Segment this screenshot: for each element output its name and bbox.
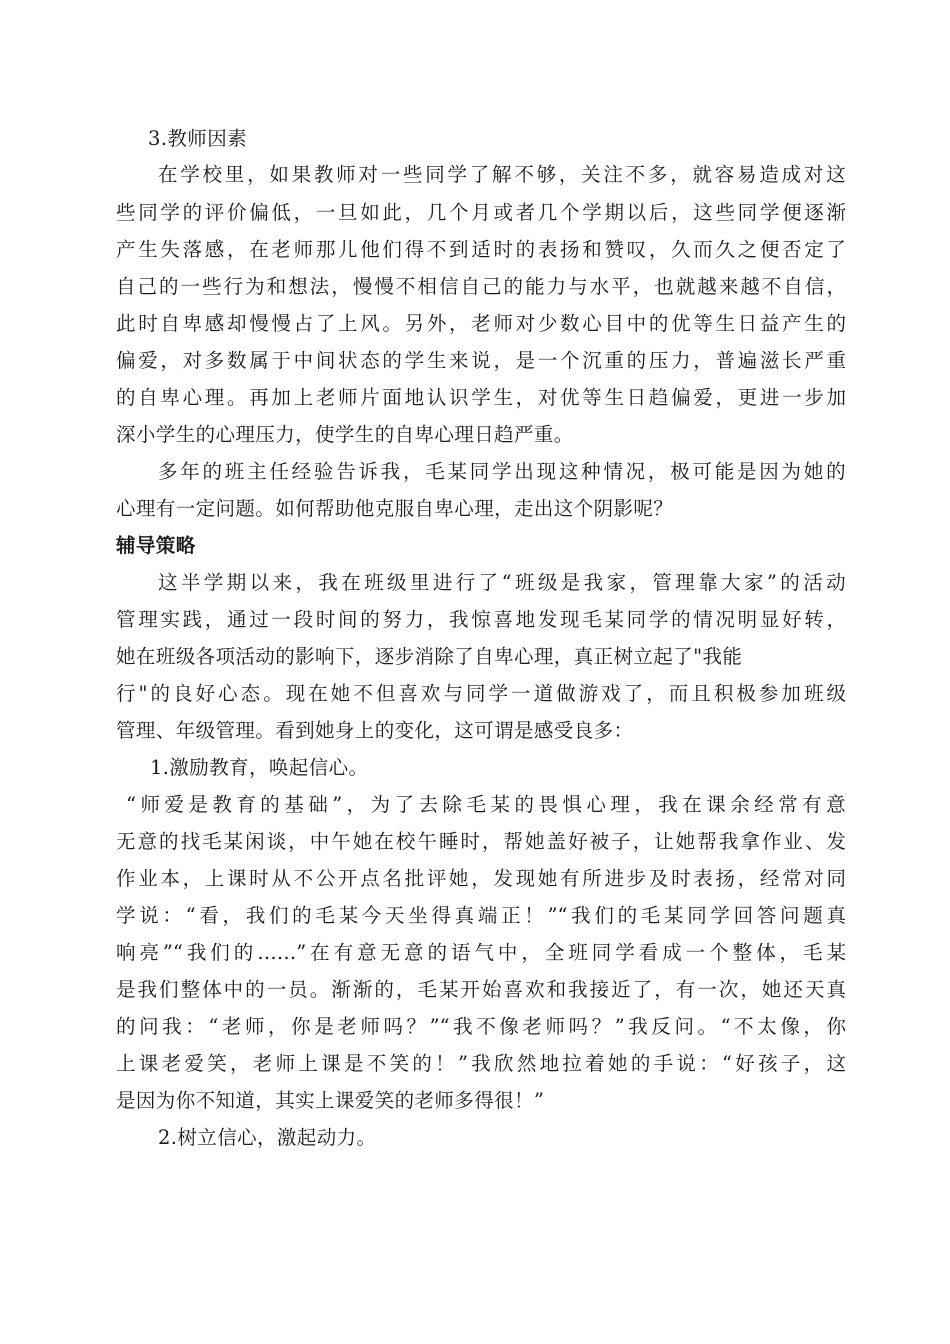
paragraph-line: 深小学生的心理压力，使学生的自卑心理日趋严重。: [116, 423, 574, 446]
paragraph-line: 心理有一定问题。如何帮助他克服自卑心理，走出这个阴影呢？: [116, 497, 674, 520]
paragraph-line: 此时自卑感却慢慢占了上风。另外，老师对少数心目中的优等生日益产生的: [116, 312, 846, 335]
paragraph-line: 她在班级各项活动的影响下，逐步消除了自卑心理，真正树立起了"我能: [116, 645, 743, 668]
paragraph-line: 的问我：“老师，你是老师吗？”“我不像老师吗？”我反问。“不太像，你: [116, 1015, 846, 1038]
paragraph-line: “师爱是教育的基础”，为了去除毛某的畏惧心理，我在课余经常有意: [126, 793, 846, 816]
subheading-confidence: 2.树立信心，激起动力。: [158, 1126, 377, 1149]
paragraph-line: 多年的班主任经验告诉我，毛某同学出现这种情况，极可能是因为她的: [158, 460, 846, 483]
paragraph-line: 是我们整体中的一员。渐渐的，毛某开始喜欢和我接近了，有一次，她还天真: [116, 978, 846, 1001]
paragraph-line: 产生失落感，在老师那儿他们得不到适时的表扬和赞叹，久而久之便否定了: [116, 238, 846, 261]
paragraph-line: 的自卑心理。再加上老师片面地认识学生，对优等生日趋偏爱，更进一步加: [116, 386, 846, 409]
paragraph-line: 作业本，上课时从不公开点名批评她，发现她有所进步及时表扬，经常对同: [116, 867, 846, 890]
paragraph-line: 自己的一些行为和想法，慢慢不相信自己的能力与水平，也就越来越不自信，: [116, 275, 846, 298]
paragraph-line: 响亮”“我们的……”在有意无意的语气中，全班同学看成一个整体，毛某: [116, 941, 846, 964]
paragraph-line: 行"的良好心态。现在她不但喜欢与同学一道做游戏了，而且积极参加班级: [116, 682, 846, 705]
paragraph-line: 学说：“看，我们的毛某今天坐得真端正！”“我们的毛某同学回答问题真: [116, 904, 846, 927]
paragraph-line: 这半学期以来，我在班级里进行了“班级是我家，管理靠大家”的活动: [158, 571, 846, 594]
section-heading-teacher-factors: 3.教师因素: [148, 127, 248, 150]
paragraph-line: 偏爱，对多数属于中间状态的学生来说，是一个沉重的压力，普遍滋长严重: [116, 349, 846, 372]
subheading-motivation: 1.激励教育，唤起信心。: [150, 756, 369, 779]
paragraph-line: 是因为你不知道，其实上课爱笑的老师多得很！”: [116, 1089, 545, 1112]
section-heading-counseling-strategy: 辅导策略: [116, 534, 196, 557]
paragraph-line: 无意的找毛某闲谈，中午她在校午睡时，帮她盖好被子，让她帮我拿作业、发: [116, 830, 846, 853]
paragraph-line: 些同学的评价偏低，一旦如此，几个月或者几个学期以后，这些同学便逐渐: [116, 201, 846, 224]
paragraph-line: 在学校里，如果教师对一些同学了解不够，关注不多，就容易造成对这: [158, 163, 846, 186]
paragraph-line: 管理、年级管理。看到她身上的变化，这可谓是感受良多：: [116, 719, 634, 742]
paragraph-line: 管理实践，通过一段时间的努力，我惊喜地发现毛某同学的情况明显好转，: [116, 608, 846, 631]
paragraph-line: 上课老爱笑，老师上课是不笑的！”我欣然地拉着她的手说：“好孩子，这: [116, 1052, 846, 1075]
